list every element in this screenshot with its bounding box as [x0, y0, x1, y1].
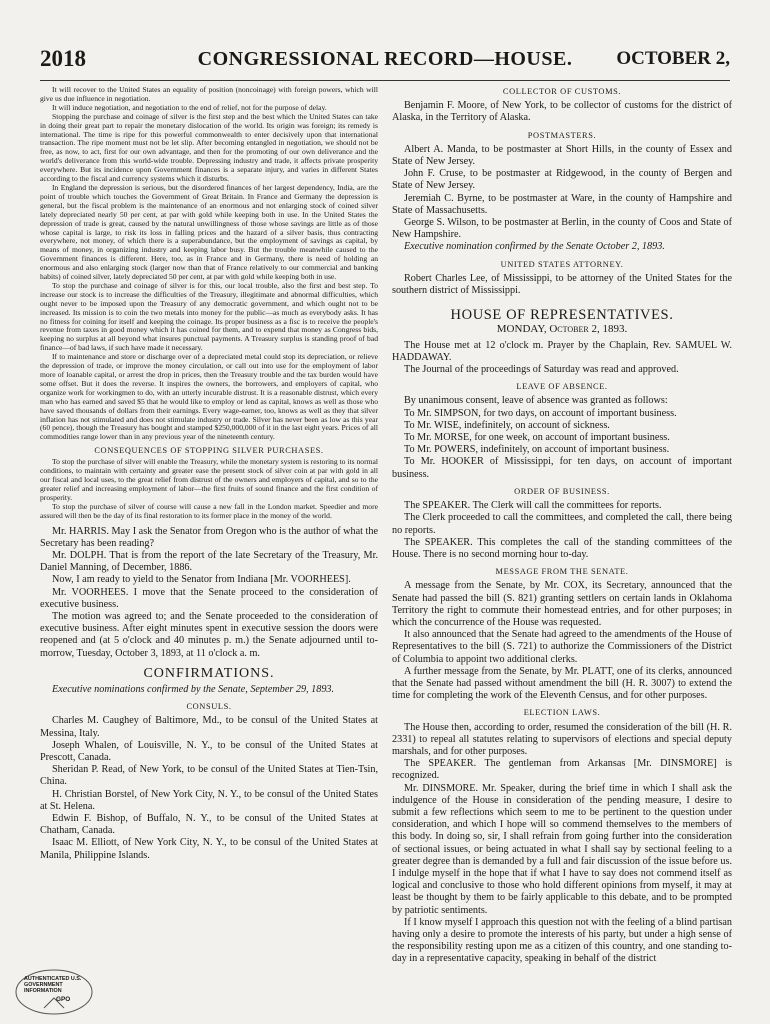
- nomination: Isaac M. Elliott, of New York City, N. Y., to be consul of the United States at Manila, Philippine Islands.: [40, 837, 378, 861]
- paragraph: To stop the purchase of silver of course will cause a new fall in the London market. Speedier and more assured will then be the day of its final restoration to its former place in the money of the world.: [40, 501, 378, 520]
- confirmations-heading: CONFIRMATIONS.: [143, 665, 275, 681]
- paragraph: The SPEAKER. The gentleman from Arkansas [Mr. DINSMORE] is recognized.: [392, 758, 732, 782]
- authentication-seal: [14, 968, 94, 1018]
- paragraph: Now, I am ready to yield to the Senator from Indiana [Mr. VOORHEES].: [52, 574, 351, 586]
- paragraph: Mr. DINSMORE. Mr. Speaker, during the brief time in which I shall ask the indulgence of the House in consideration of the pending measure, I desire to submit a few reflections which seem to me to be pertinent to the question under consideration, and which I hope will so commend themselves to the members of this body. In doing so, sir, I shall refrain from going further into the consideration of sectional issues, or being actuated in what I shall say by sectional feeling to a greater degree than is demanded by a full and fair discussion of the issue before us. I indulge myself in the hope that if what I have to say does not commend itself as logical and conclusive to those who hold different opinions from myself, it may at least be thought by them to be fairly applicable to this debate, and to be prompted by patriotic sentiments.: [392, 782, 732, 916]
- section-heading: LEAVE OF ABSENCE.: [516, 382, 608, 392]
- paragraph: Stopping the purchase and coinage of silver is the first step and the best which the United States can take in doing their great part to repair the monetary dislocation of the world. Its origin was foreign; its remedy is international. The time is ripe for this powerful commonwealth to enter decisively upon that international transaction. The ripe moment must not be let slip. After becoming entangled in negotiation, we should not be free, as now, to act, first for our own advantage, and then for the promoting of our own deliverance and the world's deliverance from this world-wide trouble. Depressing industry and trade, it affects private prosperity everywhere. But its incidence upon Government finances is a separate injury, and varies in different States according to the fiscal and currency systems which it disturbs.: [40, 111, 378, 184]
- nomination: George S. Wilson, to be postmaster at Berlin, in the county of Coos and State of New Hampshire.: [392, 217, 732, 241]
- nomination: Joseph Whalen, of Louisville, N. Y., to be consul of the United States at Prescott, Canada.: [40, 739, 378, 763]
- paragraph: It will induce negotiation, and negotiation to the end of relief, not for the purpose of delay.: [52, 102, 327, 112]
- paragraph: The Clerk proceeded to call the committees, and completed the call, there being no reports.: [392, 512, 732, 536]
- paragraph: To Mr. POWERS, indefinitely, on account of important business.: [404, 444, 670, 456]
- paragraph: To Mr. MORSE, for one week, on account of important business.: [404, 432, 670, 444]
- nomination: H. Christian Borstel, of New York City, N. Y., to be consul of the United States at St. Helena.: [40, 788, 378, 812]
- nominations-note: Executive nominations confirmed by the Senate, September 29, 1893.: [52, 683, 335, 695]
- page-date: OCTOBER 2,: [616, 48, 730, 69]
- paragraph: It will recover to the United States an equality of position (noncoinage) with foreign powers, which will give us due influence in negotiation.: [40, 86, 378, 103]
- paragraph: The SPEAKER. This completes the call of the standing committees of the House. There is no second morning hour to-day.: [392, 536, 732, 560]
- paragraph: The motion was agreed to; and the Senate proceeded to the consideration of executive business. After eight minutes spent in executive session the doors were reopened and (at 5 o'clock and 40 minutes p. m.) the Senate adjourned until to-morrow, Tuesday, October 3, 1893, at 11 o'clock a. m.: [40, 610, 378, 659]
- nomination: Edwin F. Bishop, of Buffalo, N. Y., to be consul of the United States at Chatham, Canada.: [40, 812, 378, 837]
- section-heading: UNITED STATES ATTORNEY.: [500, 259, 624, 269]
- page-number: 2018: [40, 46, 86, 71]
- right-column: [392, 86, 732, 1008]
- paragraph: If I know myself I approach this question not with the feeling of a blind partisan having only a desire to promote the interests of his party, but under a high sense of the responsibility resting upon me as a citizen of this country, and one standing to-day in a representative capacity, speaking in behalf of the district: [392, 916, 732, 965]
- small-print-section: [40, 86, 378, 521]
- paragraph: A message from the Senate, by Mr. COX, its Secretary, announced that the Senate had passed the bill (S. 821) granting settlers on certain lands in Oklahoma Territory the right to commute their homestead entries, and for other purposes; in which the concurrence of the House was requested.: [392, 580, 732, 628]
- paragraph: To Mr. WISE, indefinitely, on account of sickness.: [404, 419, 610, 431]
- paragraph: In England the depression is serious, but the disordered finances of her largest dependency, India, are the point of trouble which touches the Government of Great Britain. In France and Germany the depression is general, but the fiscal problem is the maintenance of an enormous and not enlarging stock of coined silver lately depreciated nearly 50 per cent, at par with gold while keeping both in use. In the United States the depression of trade is great, caused by the natural unwillingness of those whose savings are little as of those whose capital is large, to risk its loss in falling prices and the hazard of a silver basis, thus contracting everywhere, not money, of which there is a superabundance, but the employment of savings as capital, by means of money, in organizing industry and keeping labor busy. But the trouble meanwhile caused to the Government finances is different. Here, too, as in France and in Germany, there is need of holding an enormous and also enlarging stock (larger now than that of France relatively to our commercial and banking habits) of coined silver, lately depreciated 50 per cent, at par with gold while keeping both in use.: [40, 182, 378, 282]
- paragraph: If to maintenance and store or discharge over of a depreciated metal could stop its depreciation, or relieve the depression of trade, or improve the money circulation, or call out into use for the employment of labor more of loanable capital, or arrest the drop in prices, then the Treasury trouble and the tax burden would have some offset. But it does the reverse. It inspires the owners, the borrowers, and employers of capital, who organize work for workingmen to do, with an utterly incurable distrust. It is a reasonable distrust, which every man who has earned and saved $5 that he would like to employ or lend as capital, knows as well as those who have saved thousands of dollars from their earnings. Every wage-earner, too, knows as well as they that silver inflation has not stimulated and does not stimulate industry or trade. Silver has never been as low as this year (60 pence), though the Treasury has bought and stamped $250,000,000 of it in the last eight years. Prices of all commodities range lower than in any previous year of the nineteenth century.: [40, 352, 378, 442]
- paragraph: Mr. HARRIS. May I ask the Senator from Oregon who is the author of what the Secretary has been reading?: [40, 525, 378, 549]
- paragraph: A further message from the Senate, by Mr. PLATT, one of its clerks, announced that the Senate had passed without amendment the bill (H. R. 3007) to extend the time for completing the work of the Eleventh Census, and for other purposes.: [392, 665, 732, 702]
- paragraph: By unanimous consent, leave of absence was granted as follows:: [404, 395, 668, 407]
- paragraph: Mr. VOORHEES. I move that the Senate proceed to the consideration of executive business.: [40, 586, 378, 610]
- section-heading: POSTMASTERS.: [527, 130, 597, 140]
- house-heading: HOUSE OF REPRESENTATIVES.: [450, 307, 674, 324]
- header-rule: [40, 80, 730, 81]
- page-header: [40, 46, 730, 74]
- left-column: [40, 86, 378, 1008]
- paragraph: To stop the purchase and coinage of silver is for this, our local trouble, also the first and best step. To increase our stock is to increase the difficulties of the Treasury, illegitimate and abnormal difficulties, which ought never to be imposed upon the Treasury of any democratic government, and which ought not to be increased. Its mission is to coin the two metals into money for the public—as much as everybody asks. It has no fitness for coining for itself and keeping the coinage. Its proper business as a fisc is to receive the people's revenue from taxes in good money which it has coined for them, and to expend that money as Congress bids, keeping no surplus at all beyond what insures punctual payments. A Treasury surplus is standing proof of bad finance—of bad laws, if such have made it necessary.: [40, 280, 378, 353]
- gpo-label: GPO: [56, 996, 71, 1003]
- section-heading: ORDER OF BUSINESS.: [514, 486, 610, 496]
- paragraph: To stop the purchase of silver will enable the Treasury, while the monetary system is restoring to its normal conditions, to maintain with certainty and greater ease the present stock of silver coin at par with gold in all our fiscal and local uses, to the great relief from distrust of the owners and employers of capital, and so to the greater relief and increasing employment of labor—the first fruits of sound finance and the first condition of prosperity.: [40, 457, 378, 502]
- section-heading: CONSEQUENCES OF STOPPING SILVER PURCHASES.: [94, 446, 324, 456]
- paragraph: It also announced that the Senate had agreed to the amendments of the House of Representatives to the bill (S. 721) to authorize the Commissioners of the District of Columbia to appoint two additional clerks.: [392, 629, 732, 665]
- section-heading: CONSULS.: [186, 702, 232, 712]
- paragraph: The Journal of the proceedings of Saturday was read and approved.: [404, 364, 679, 376]
- authentication-text: AUTHENTICATED U.S. GOVERNMENT INFORMATION: [24, 976, 82, 994]
- nomination: Jeremiah C. Byrne, to be postmaster at Ware, in the county of Hampshire and State of Massachusetts.: [392, 192, 732, 216]
- nomination: Robert Charles Lee, of Mississippi, to be attorney of the United States for the southern district of Mississippi.: [392, 272, 732, 297]
- section-heading: MESSAGE FROM THE SENATE.: [495, 567, 629, 577]
- page-title: CONGRESSIONAL RECORD—HOUSE.: [197, 48, 573, 70]
- section-heading: COLLECTOR OF CUSTOMS.: [502, 87, 622, 96]
- nomination: Sheridan P. Read, of New York, to be consul of the United States at Tien-Tsin, China.: [40, 764, 378, 788]
- paragraph: The SPEAKER. The Clerk will call the committees for reports.: [404, 500, 662, 512]
- paragraph: Mr. DOLPH. That is from the report of the late Secretary of the Treasury, Mr. Daniel Manning, of December, 1886.: [40, 549, 378, 574]
- nomination: John F. Cruse, to be postmaster at Ridgewood, in the county of Bergen and State of New Jersey.: [392, 168, 732, 192]
- nomination: Albert A. Manda, to be postmaster at Short Hills, in the county of Essex and State of New Jersey.: [392, 143, 732, 168]
- nominations-note: Executive nomination confirmed by the Senate October 2, 1893.: [404, 241, 665, 253]
- paragraph: To Mr. HOOKER of Mississippi, for ten days, on account of important business.: [392, 456, 732, 480]
- house-date: MONDAY, October 2, 1893.: [496, 323, 628, 336]
- paragraph: To Mr. SIMPSON, for two days, on account of important business.: [404, 407, 677, 419]
- nomination: Benjamin F. Moore, of New York, to be collector of customs for the district of Alaska, in the Territory of Alaska.: [392, 100, 732, 124]
- section-heading: ELECTION LAWS.: [523, 708, 601, 718]
- nomination: Charles M. Caughey of Baltimore, Md., to be consul of the United States at Messina, Italy.: [40, 715, 378, 739]
- paragraph: The House then, according to order, resumed the consideration of the bill (H. R. 2331) to repeal all statutes relating to supervisors of elections and special deputy marshals, and for other purposes.: [392, 721, 732, 757]
- paragraph: The House met at 12 o'clock m. Prayer by the Chaplain, Rev. SAMUEL W. HADDAWAY.: [392, 339, 732, 363]
